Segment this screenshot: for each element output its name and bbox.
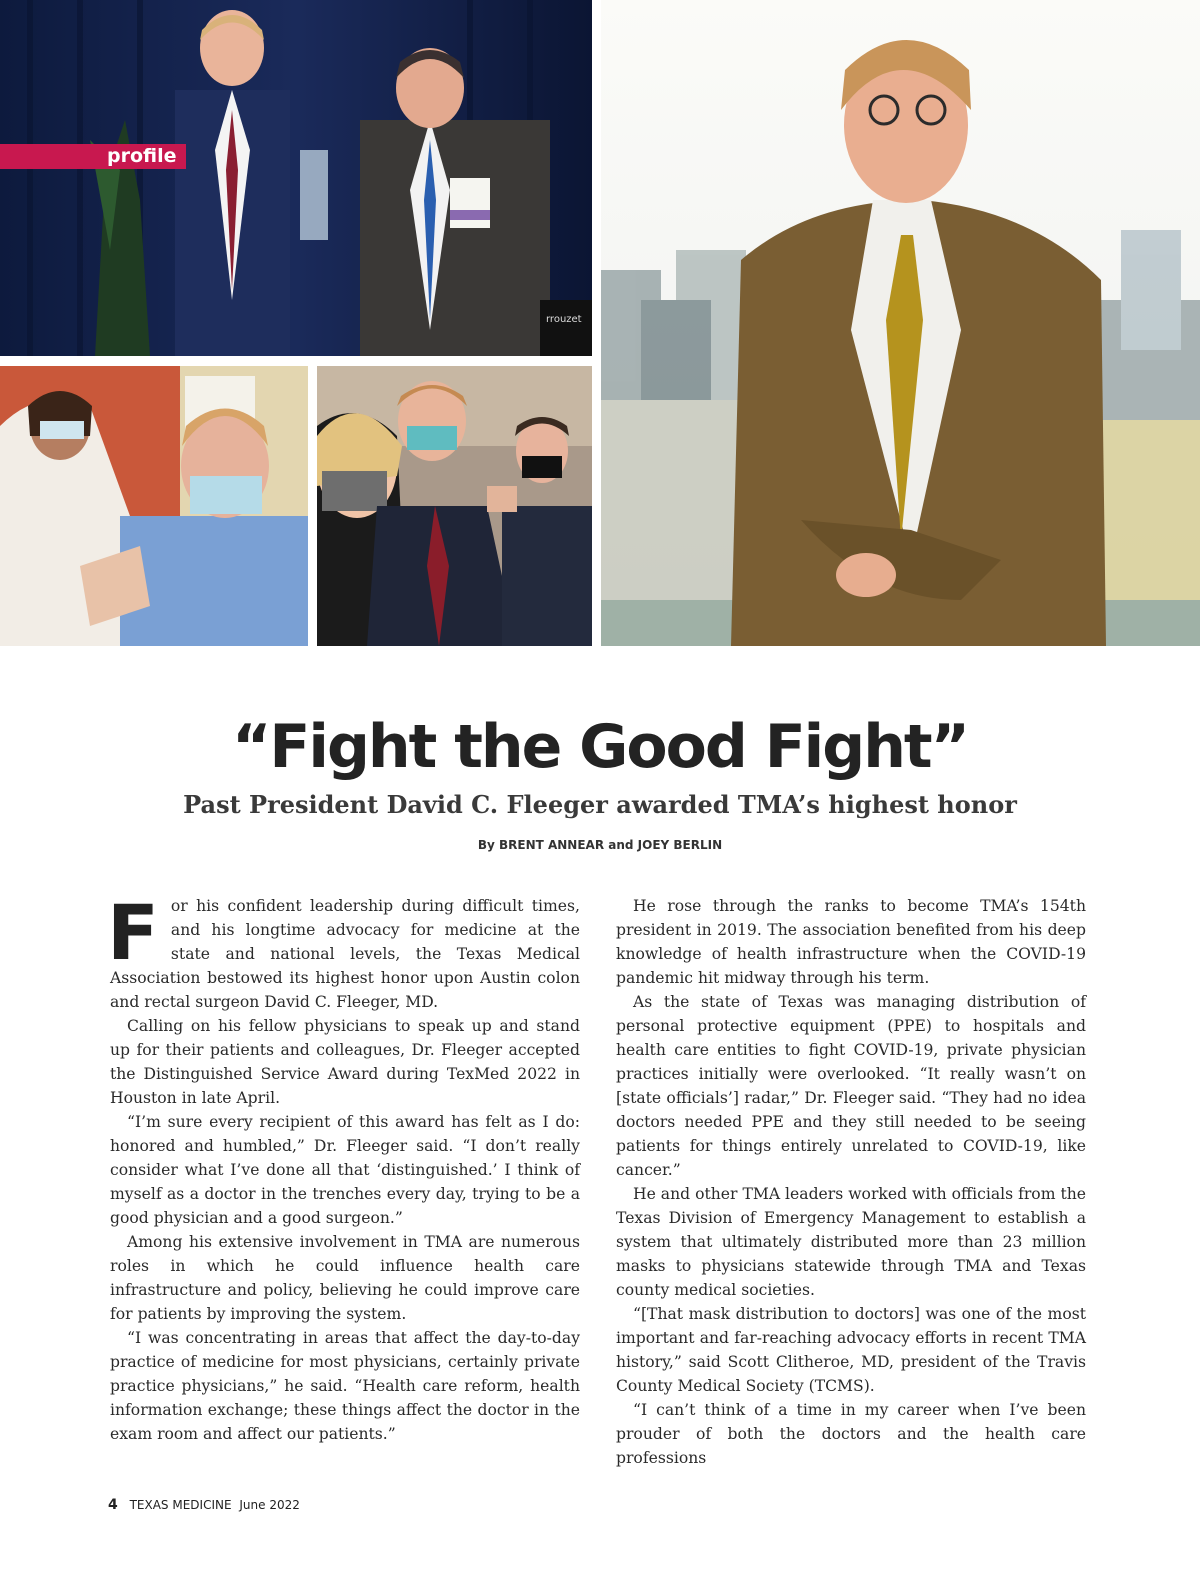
paragraph: Calling on his fellow physicians to speak up and stand up for their patients and colleagues, Dr. Fleeger accepted the Distinguished Service Award during TexMed 2022 in Houston in late April. xyxy=(110,1017,580,1107)
issue-date: June 2022 xyxy=(239,1498,300,1512)
award-ceremony-image xyxy=(0,0,592,356)
paragraph: Among his extensive involvement in TMA are numerous roles in which he could influence health care infrastructure and policy, believing he could improve care for patients by improving the system. xyxy=(110,1233,580,1323)
paragraph: He and other TMA leaders worked with officials from the Texas Division of Emergency Management to establish a system that ultimately distributed more than 23 million masks to physicians statewide through TMA and Texas county medical societies. xyxy=(616,1185,1086,1299)
paragraph: As the state of Texas was managing distribution of personal protective equipment (PPE) to hospitals and health care entities to fight COVID-19, private physician practices initially were overlooked. “It really wasn’t on [state officials’] radar,” Dr. Fleeger said. “They had no idea doctors needed PPE and they still needed to be seeing patients for things entirely unrelated to COVID-19, like cancer.” xyxy=(616,993,1086,1179)
article-headline: “Fight the Good Fight” xyxy=(231,712,969,782)
portrait-image xyxy=(601,0,1200,646)
group-selfie-photo xyxy=(317,366,592,646)
article-column-left xyxy=(107,888,580,1446)
vaccination-photo xyxy=(0,366,308,646)
name-tag-text: rrouzet xyxy=(546,314,582,325)
article-subhead: Past President David C. Fleeger awarded TMA’s highest honor xyxy=(183,790,1017,819)
group-selfie-image xyxy=(317,366,592,646)
award-ceremony-photo xyxy=(0,0,592,356)
paragraph xyxy=(107,888,580,1014)
paragraph-text: or his confident leadership during difficult times, and his longtime advocacy for medicine at the state and national levels, the Texas Medical Association bestowed its highest honor upon Austin colon and rectal surgeon David C. Fleeger, MD. xyxy=(110,897,580,1011)
article-column-right xyxy=(616,894,1086,1470)
magazine-name: TEXAS MEDICINE xyxy=(129,1498,232,1512)
paragraph: “[That mask distribution to doctors] was one of the most important and far-reaching advocacy efforts in recent TMA history,” said Scott Clitheroe, MD, president of the Travis County Medical Society (TCMS). xyxy=(616,1305,1086,1395)
portrait-photo xyxy=(601,0,1200,646)
vaccination-image xyxy=(0,366,308,646)
article-byline: By BRENT ANNEAR and JOEY BERLIN xyxy=(477,838,723,852)
drop-cap: F xyxy=(107,888,159,977)
paragraph: “I was concentrating in areas that affect the day-to-day practice of medicine for most physicians, certainly private practice physicians,” he said. “Health care reform, health information exchange; these things affect the doctor in the exam room and affect our patients.” xyxy=(110,1329,580,1443)
section-tag: profile xyxy=(0,144,186,169)
page-footer xyxy=(108,1497,300,1513)
paragraph: “I can’t think of a time in my career when I’ve been prouder of both the doctors and the health care professions xyxy=(616,1401,1086,1467)
paragraph: He rose through the ranks to become TMA’s 154th president in 2019. The association benefited from his deep knowledge of health infrastructure when the COVID-19 pandemic hit midway through his term. xyxy=(616,897,1086,987)
paragraph: “I’m sure every recipient of this award has felt as I do: honored and humbled,” Dr. Fleeger said. “I don’t really consider what I’ve done all that ‘distinguished.’ I think of myself as a doctor in the trenches every day, trying to be a good physician and a good surgeon.” xyxy=(110,1113,580,1227)
page-number: 4 xyxy=(108,1497,118,1513)
